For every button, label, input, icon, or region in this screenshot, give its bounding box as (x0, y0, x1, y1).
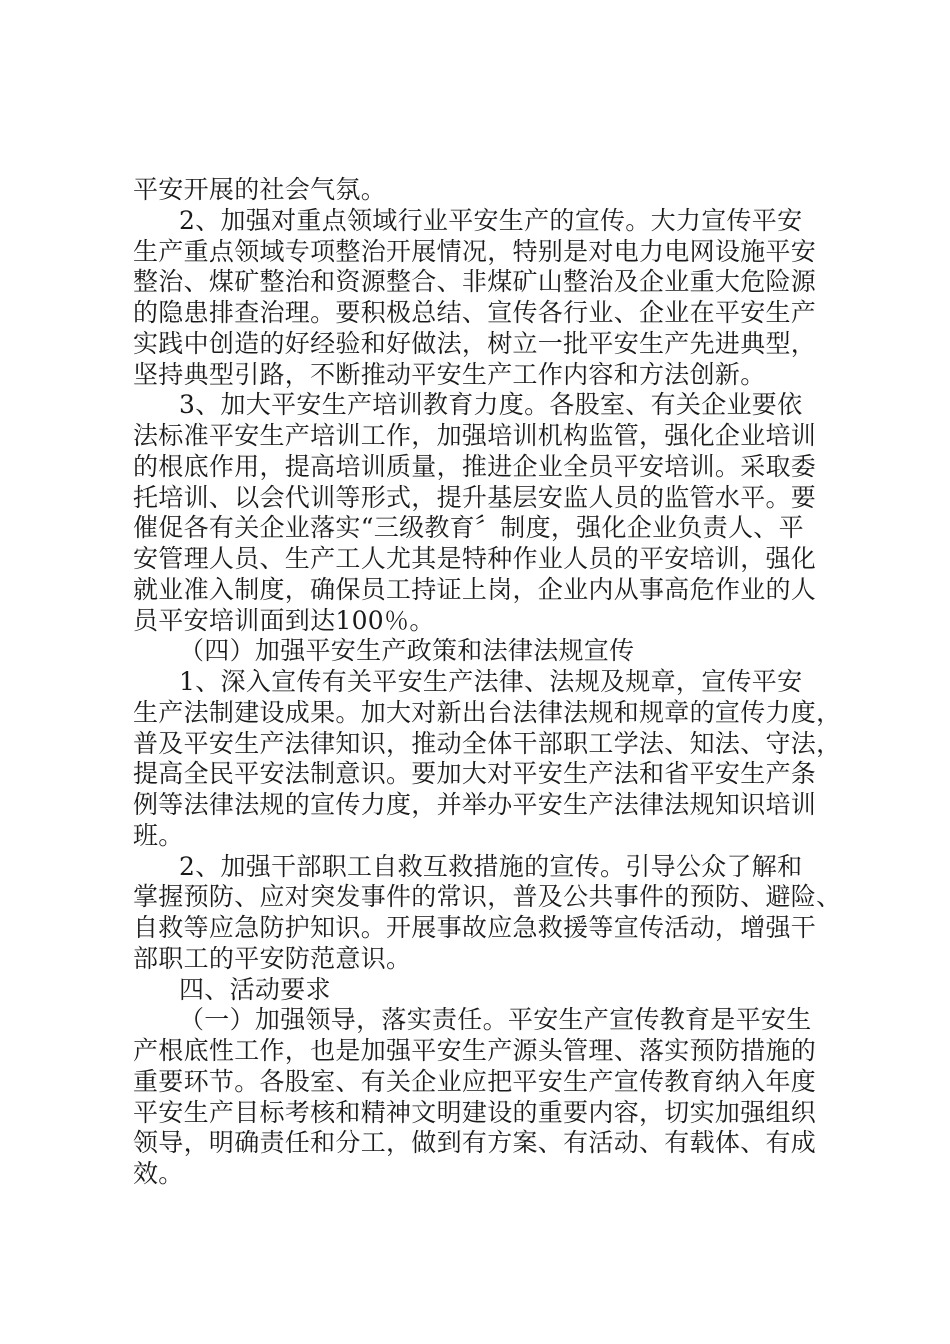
paragraph-start-line: 1、深入宣传有关平安生产法律、法规及规章，宣传平安 (179, 667, 803, 696)
text-line: 自救等应急防护知识。开展事故应急救援等宣传活动，增强干 (133, 913, 817, 942)
text-line: 产根底性工作，也是加强平安生产源头管理、落实预防措施的 (133, 1036, 817, 1065)
text-line: 平安开展的社会气氛。 (133, 175, 387, 204)
text-line: 员平安培训面到达100％。 (133, 605, 435, 635)
text-line: 的根底作用，提高培训质量，推进企业全员平安培训。采取委 (133, 451, 817, 481)
text-line: 掌握预防、应对突发事件的常识，普及公共事件的预防、避险、 (133, 882, 842, 912)
text-line: 部职工的平安防范意识。 (133, 943, 412, 973)
text-line: 平安生产目标考核和精神文明建设的重要内容，切实加强组织 (133, 1097, 817, 1127)
text-line: 生产重点领域专项整治开展情况，特别是对电力电网设施平安 (133, 236, 817, 266)
text-line: 班。 (133, 820, 184, 850)
paragraph-start-line: 2、加强干部职工自救互救措施的宣传。引导公众了解和 (179, 851, 803, 881)
text-line: 托培训、以会代训等形式，提升基层安监人员的监管水平。要 (133, 482, 817, 512)
text-line: 例等法律法规的宣传力度，并举办平安生产法律法规知识培训 (133, 790, 817, 819)
text-line: 法标准平安生产培训工作，加强培训机构监管，强化企业培训 (133, 421, 817, 450)
text-line: 就业准入制度，确保员工持证上岗，企业内从事高危作业的人 (133, 574, 817, 604)
text-line: 提高全民平安法制意识。要加大对平安生产法和省平安生产条 (133, 759, 817, 789)
paragraph-start-line: 2、加强对重点领域行业平安生产的宣传。大力宣传平安 (179, 205, 803, 235)
document-body (133, 175, 853, 1190)
text-line: 催促各有关企业落实“三级教育〞制度，强化企业负责人、平 (133, 513, 804, 543)
text-line: 整治、煤矿整治和资源整合、非煤矿山整治及企业重大危险源 (133, 267, 817, 297)
text-line: 实践中创造的好经验和好做法，树立一批平安生产先进典型， (133, 328, 817, 358)
text-line: 普及平安生产法律知识，推动全体干部职工学法、知法、守法， (133, 728, 842, 758)
text-line: 安管理人员、生产工人尤其是特种作业人员的平安培训，强化 (133, 544, 817, 573)
paragraph-start-line: 3、加大平安生产培训教育力度。各股室、有关企业要依 (179, 390, 803, 420)
text-line: 重要环节。各股室、有关企业应把平安生产宣传教育纳入年度 (133, 1066, 817, 1096)
text-line: 领导，明确责任和分工，做到有方案、有活动、有载体、有成 (133, 1128, 817, 1158)
text-line: 的隐患排查治理。要积极总结、宣传各行业、企业在平安生产 (133, 298, 817, 327)
paragraph-start-line: （一）加强领导，落实责任。平安生产宣传教育是平安生 (179, 1005, 812, 1035)
section-heading: （四）加强平安生产政策和法律法规宣传 (179, 636, 635, 666)
text-line: 生产法制建设成果。加大对新出台法律法规和规章的宣传力度， (133, 697, 842, 727)
section-heading: 四、活动要求 (179, 974, 331, 1004)
text-line: 效。 (133, 1159, 184, 1188)
text-line: 坚持典型引路，不断推动平安生产工作内容和方法创新。 (133, 359, 766, 389)
